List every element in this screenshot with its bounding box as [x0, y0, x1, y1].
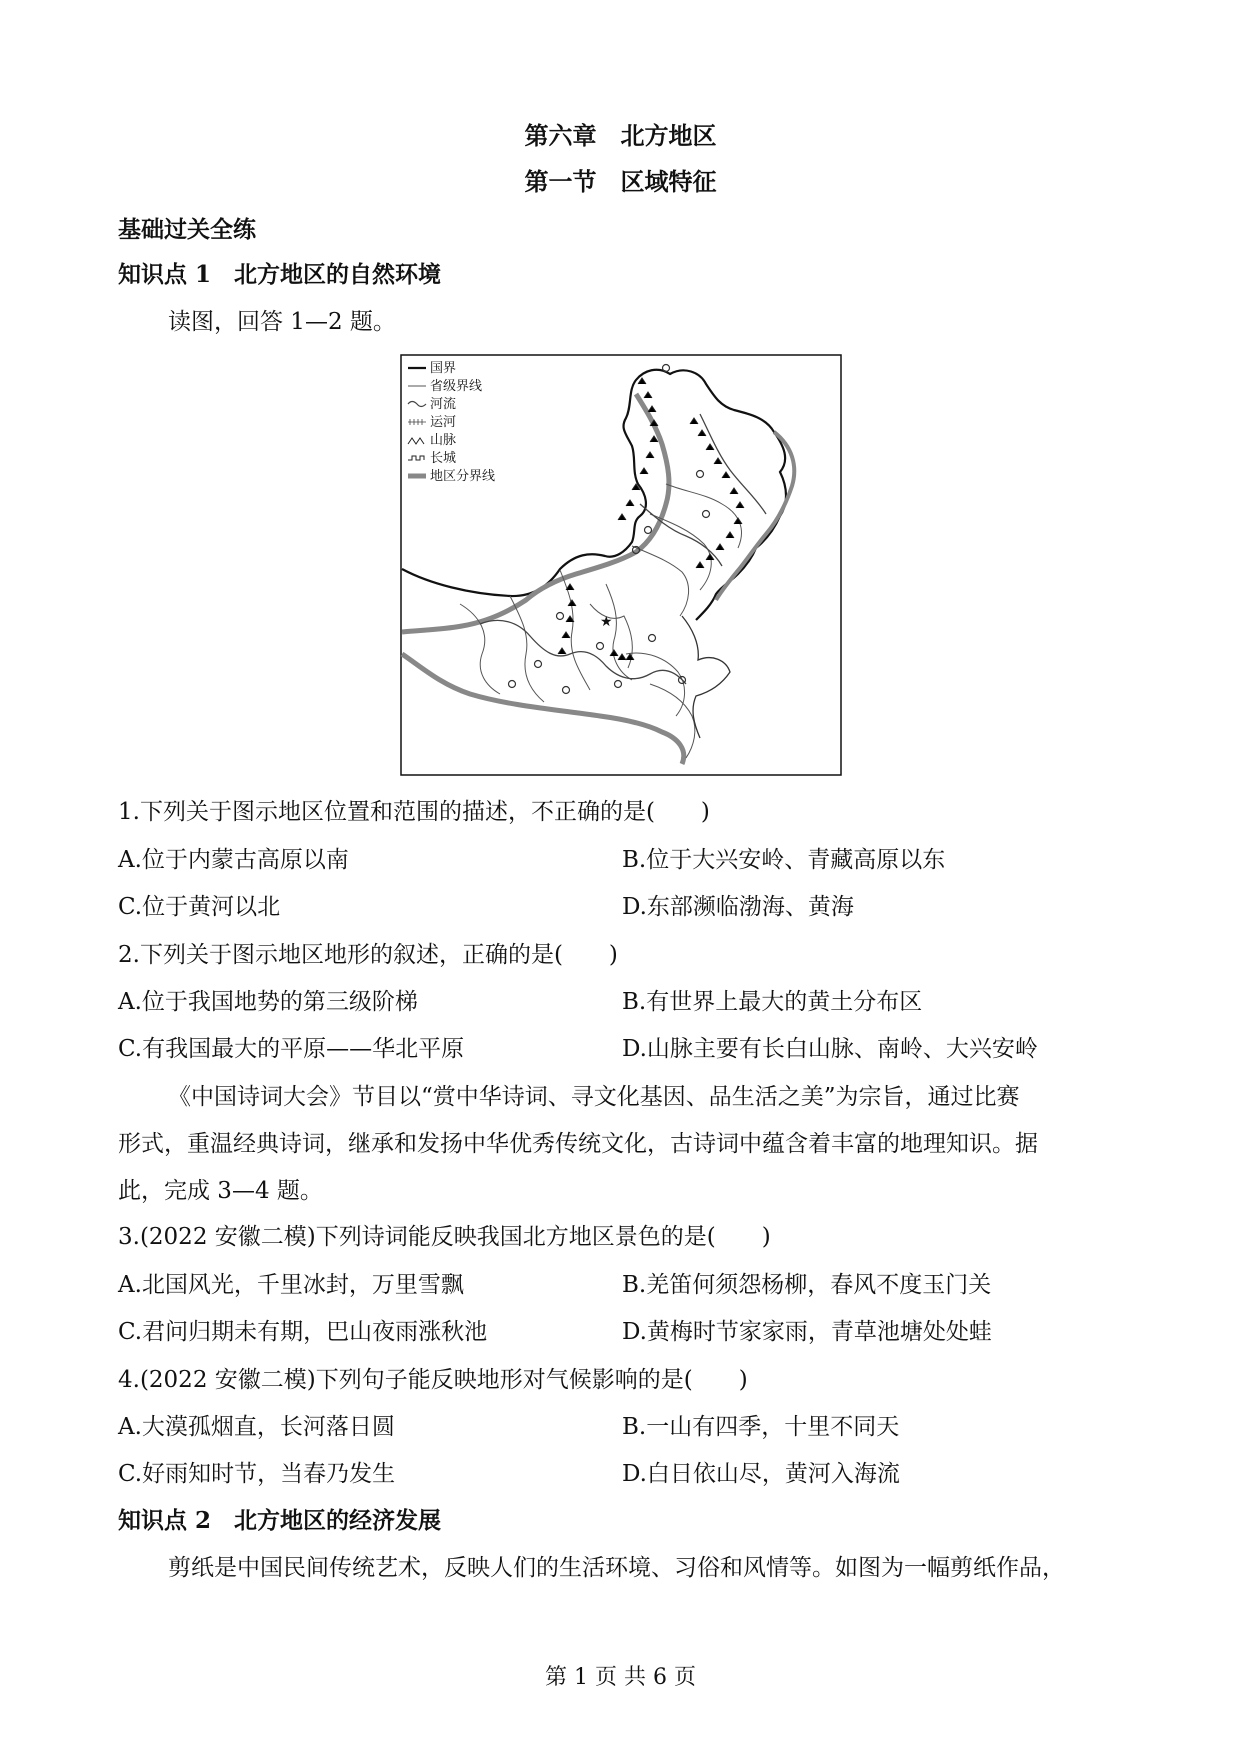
- q3-option-b[interactable]: B.羌笛何须怨杨柳，春风不度玉门关: [622, 1272, 992, 1298]
- map-question-intro: 读图，回答 1—2 题。: [168, 309, 396, 335]
- q1-stem: 1.下列关于图示地区位置和范围的描述，不正确的是( ): [118, 799, 710, 825]
- q2-option-d[interactable]: D.山脉主要有长白山脉、南岭、大兴安岭: [622, 1036, 1038, 1062]
- q3-option-a[interactable]: A.北国风光，千里冰封，万里雪飘: [118, 1272, 464, 1298]
- knowledge-point-1-heading: 知识点 1 北方地区的自然环境: [118, 261, 442, 288]
- q2-option-a[interactable]: A.位于我国地势的第三级阶梯: [118, 989, 418, 1015]
- knowledge-point-2-heading: 知识点 2 北方地区的经济发展: [118, 1507, 442, 1534]
- q2-stem: 2.下列关于图示地区地形的叙述，正确的是( ): [118, 942, 618, 968]
- legend-province-line: 省级界线: [430, 379, 483, 394]
- q1-option-b[interactable]: B.位于大兴安岭、青藏高原以东: [622, 847, 946, 873]
- paper-cut-intro: 剪纸是中国民间传统艺术，反映人们的生活环境、习俗和风情等。如图为一幅剪纸作品，: [168, 1555, 1065, 1581]
- q4-option-d[interactable]: D.白日依山尽，黄河入海流: [622, 1461, 900, 1487]
- map-frame: [401, 355, 841, 775]
- q4-option-a[interactable]: A.大漠孤烟直，长河落日圆: [118, 1414, 395, 1440]
- q2-option-c[interactable]: C.有我国最大的平原——华北平原: [118, 1036, 465, 1062]
- legend-canal: 运河: [430, 415, 457, 430]
- q3-option-c[interactable]: C.君问归期未有期，巴山夜雨涨秋池: [118, 1319, 488, 1345]
- q4-stem: 4.(2022 安徽二模)下列句子能反映地形对气候影响的是( ): [118, 1367, 748, 1393]
- chapter-title: 第六章 北方地区: [524, 121, 717, 150]
- poem-intro-line-2: 形式，重温经典诗词，继承和发扬中华优秀传统文化，古诗词中蕴含着丰富的地理知识。据: [118, 1131, 1038, 1157]
- q1-option-c[interactable]: C.位于黄河以北: [118, 894, 281, 920]
- legend-great-wall: 长城: [430, 451, 457, 466]
- legend-river: 河流: [430, 397, 457, 412]
- legend-mountain: 山脉: [430, 433, 457, 448]
- q1-option-d[interactable]: D.东部濒临渤海、黄海: [622, 894, 854, 920]
- q2-option-b[interactable]: B.有世界上最大的黄土分布区: [622, 989, 923, 1015]
- q1-option-a[interactable]: A.位于内蒙古高原以南: [118, 847, 349, 873]
- q4-option-c[interactable]: C.好雨知时节，当春乃发生: [118, 1461, 396, 1487]
- poem-intro-line-3: 此，完成 3—4 题。: [118, 1178, 323, 1204]
- north-region-map: [400, 354, 842, 776]
- legend-national-border: 国界: [430, 361, 457, 376]
- q3-option-d[interactable]: D.黄梅时节家家雨，青草池塘处处蛙: [622, 1319, 992, 1345]
- legend-region-divider: 地区分界线: [430, 469, 496, 484]
- section-title: 第一节 区域特征: [524, 167, 717, 196]
- q3-stem: 3.(2022 安徽二模)下列诗词能反映我国北方地区景色的是( ): [118, 1224, 771, 1250]
- q4-option-b[interactable]: B.一山有四季，十里不同天: [622, 1414, 900, 1440]
- poem-intro-line-1: 《中国诗词大会》节目以“赏中华诗词、寻文化基因、品生活之美”为宗旨，通过比赛: [168, 1084, 1020, 1110]
- page-footer: 第 1 页 共 6 页: [545, 1665, 696, 1690]
- capital-star-icon: ★: [600, 614, 613, 630]
- practice-heading: 基础过关全练: [118, 216, 256, 243]
